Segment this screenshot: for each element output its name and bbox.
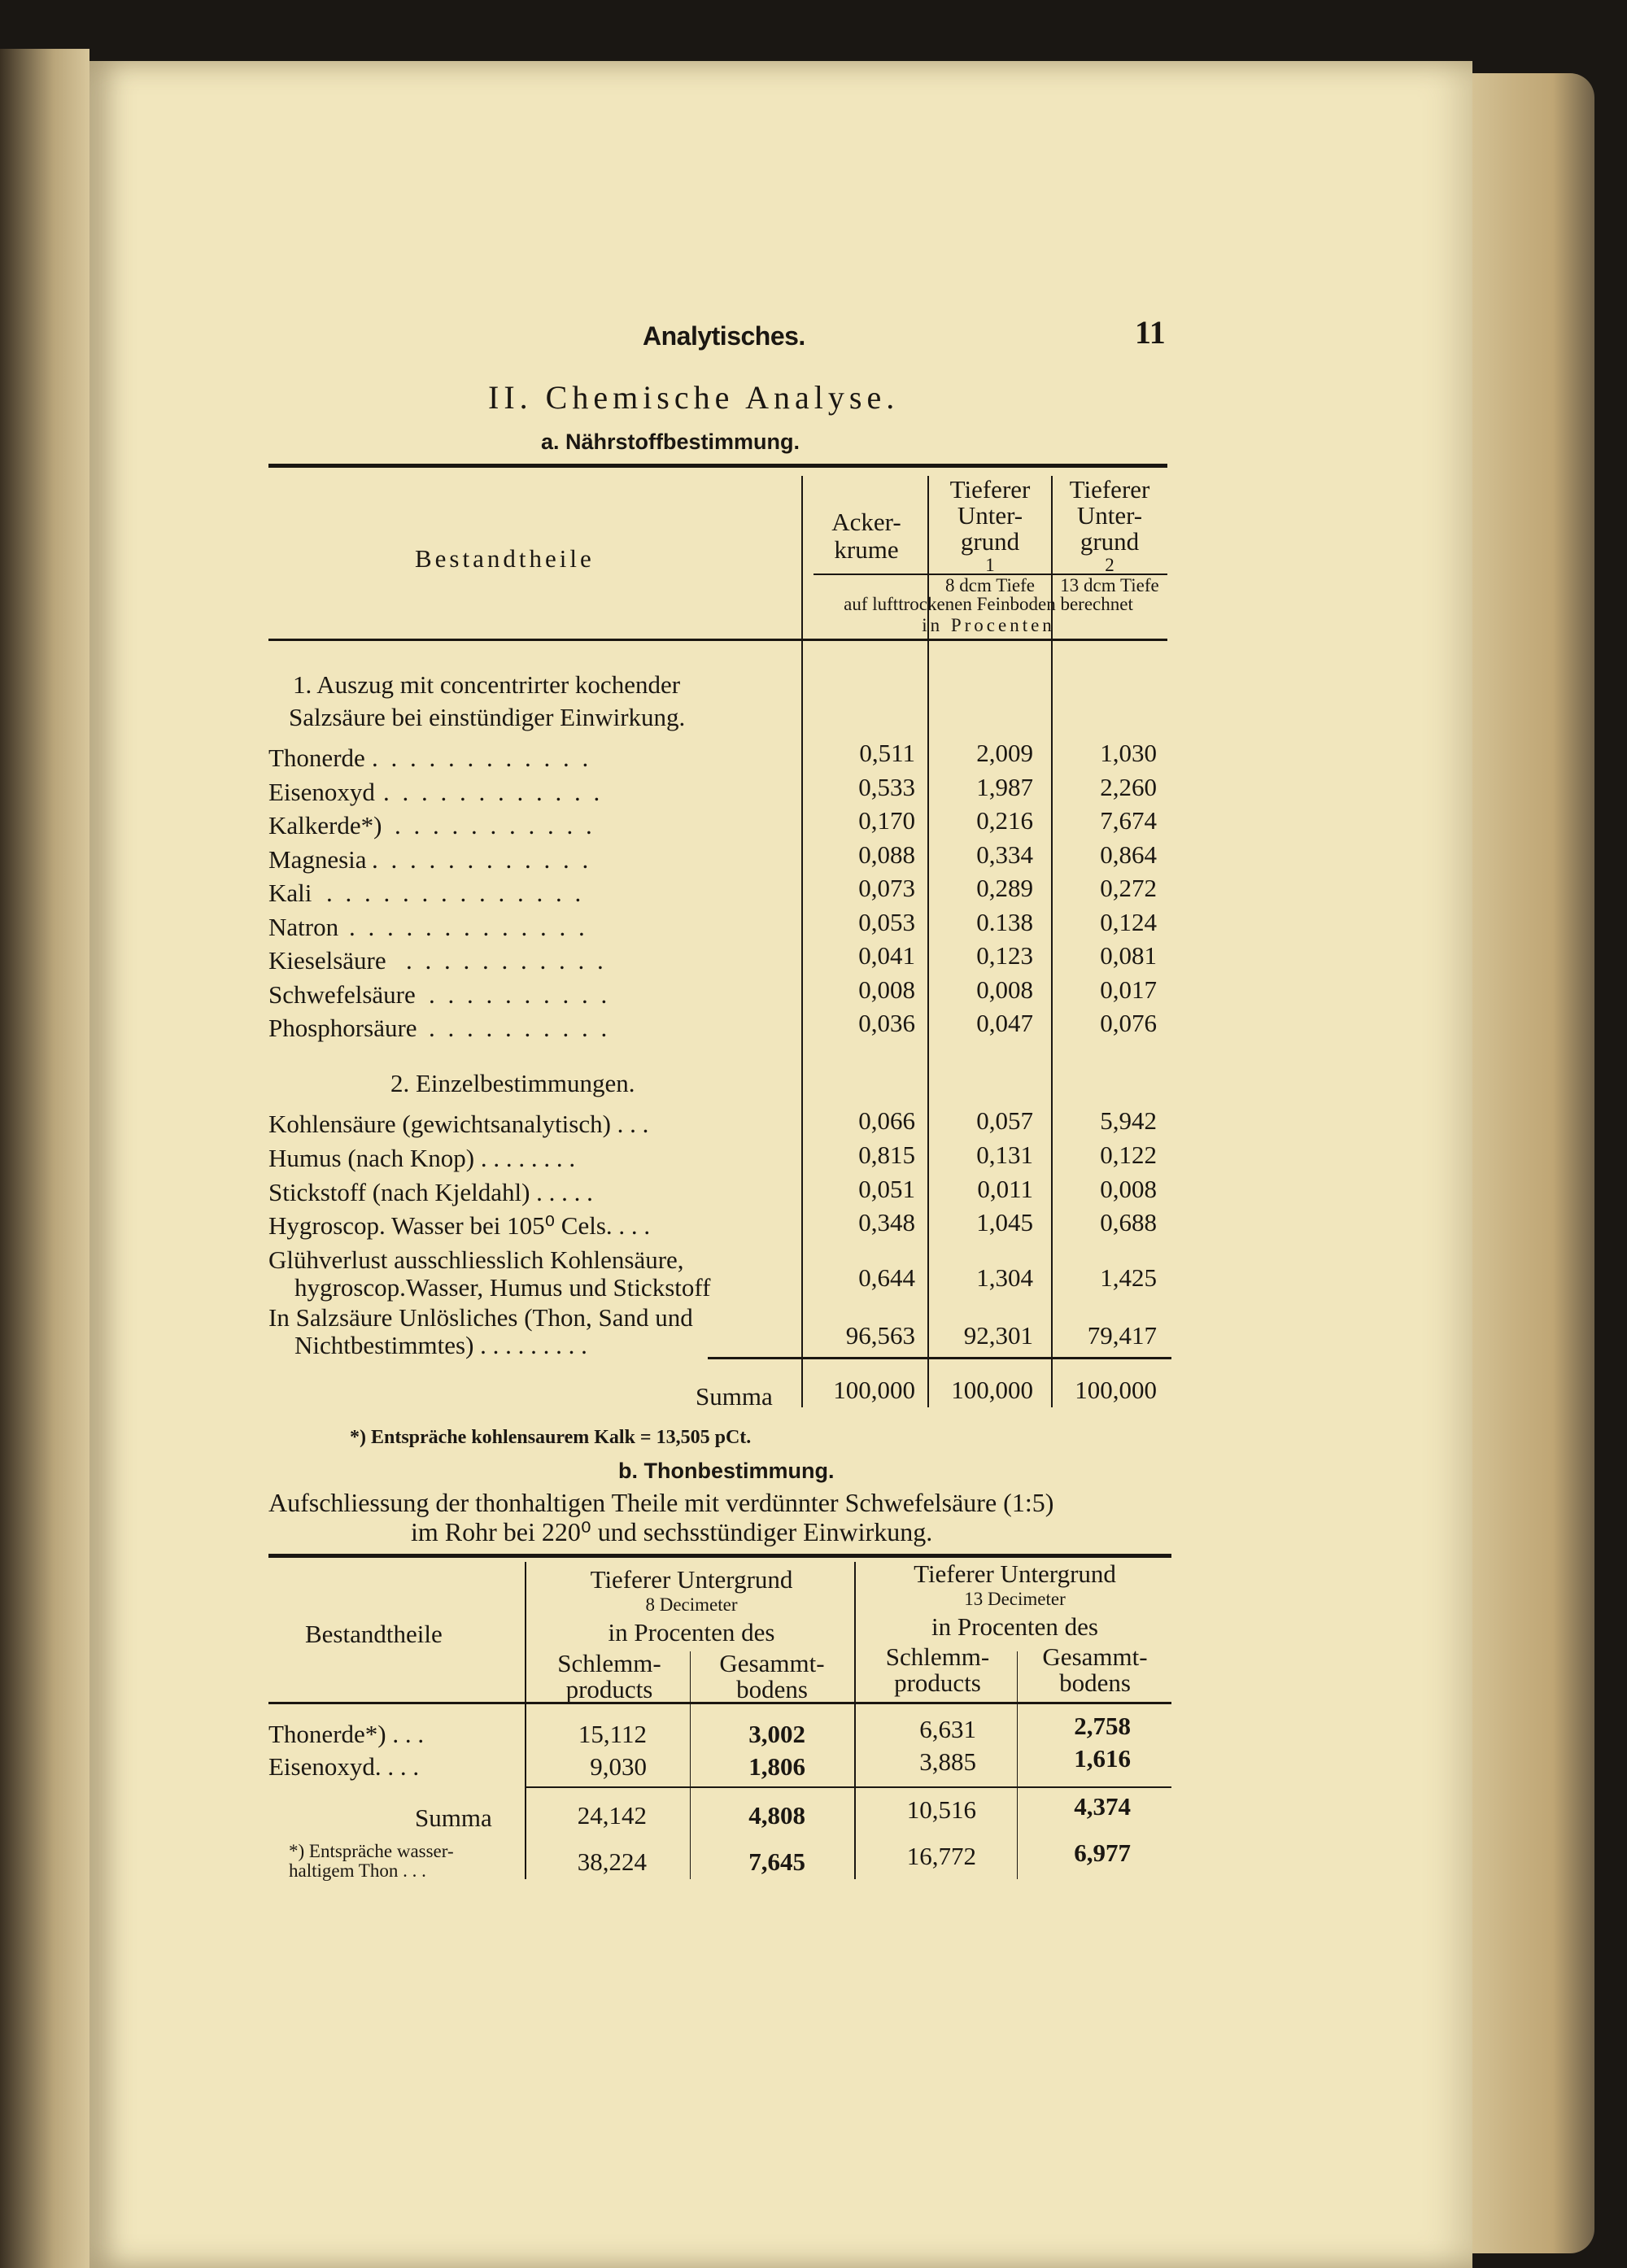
- foot-b-3: 16,772: [906, 1842, 976, 1870]
- value-tief1: 0,011: [977, 1175, 1033, 1203]
- value-tief1: 0,057: [976, 1106, 1033, 1135]
- row-dots: . . . . . . . . . .: [429, 1014, 611, 1042]
- value-tief2: 0,864: [1100, 840, 1157, 869]
- summa-b-1: 24,142: [577, 1801, 647, 1830]
- section-b-desc-1: Aufschliessung der thonhaltigen Theile mit verdünnter Schwefelsäure (1:5): [268, 1488, 1054, 1517]
- value-tief1: 0,008: [976, 975, 1033, 1004]
- foot-b-1: 38,224: [577, 1847, 647, 1876]
- value-tief1: 0,216: [976, 806, 1033, 835]
- value-tief2: 7,674: [1100, 806, 1157, 835]
- value-tief2: 0,081: [1100, 941, 1157, 970]
- chapter-title: II. Chemische Analyse.: [488, 379, 900, 416]
- value-ackerkrume: 0,066: [858, 1106, 915, 1135]
- scanned-book-page: Analytisches. 11 II. Chemische Analyse. a. Nährstoffbestimmung. Bestandtheile Acker- krume Tieferer Unter- grund 1 8 dcm Tiefe Tieferer Unter- grund 2 13 dcm Tiefe auf lufttrockenen Feinboden berechnet in Procenten 1. Auszug mit concentrirter kochender Salzsäure bei einstündiger Einwirkung. Thonerde . . . . . . . . . . . . 0,511 2,009 1,030 Eisenoxyd . . . . . . . . . . . . 0,533 1,987 2,260 Kalkerde*) . . . . . . . . . . . 0,170 0,216 7,674 Magnesia . . . . . . . . . . . . 0,088 0,334 0,864 Kali . . . . . . . . . . . . . . 0,073 0,289 0,272 Natron . . . . . . . . . . . . . 0,053 0.138 0,124 Kieselsäure . . . . . . . . . . . 0,041 0,123 0,081 Schwefelsäure . . . . . . . . . . 0,008 0,008 0,017 Phosphorsäure . . . . . . . . . . 0,036 0,047 0,076 2. Einzelbestimmungen. Kohlensäure (gewichtsanalytisch) . . . 0,066 0,057 5,942 Humus (nach Knop) . . . . . . . . 0,815 0,131 0,122 Stickstoff (nach Kjeldahl) . . . . . 0,051 0,011 0,008 Hygroscop. Wasser bei 105⁰ Cels. . . . 0,348 1,045 0,688 Glühverlust ausschliesslich Kohlensäure, hygroscop.Wasser, Humus und Stickstoff 0,644 1,304 1,425 In Salzsäure Unlösliches (Thon, Sand und Nichtbestimmtes) . . . . . . . . . 96,563 92,301 79,417 Summa 100,000 100,000 100,000 *) Entspräche kohlensaurem Kalk = 13,505 pCt. b. Thonbestimmung. Aufschliessung der thonhaltigen Theile mit verdünnter Schwefelsäure (1:5) im Rohr bei 220⁰ und sechsstündiger Einwirkung. Bestandtheile Tieferer Untergrund 8 Decimeter in Procenten des Schlemm- products Gesammt- bodens Tieferer Untergrund 13 Decimeter in Procenten des Schlemm- products Gesammt- bodens Thonerde*) . . . 15,112 3,002 6,631 2,758 Eisenoxyd. . . . 9,030 1,806 3,885 1,616 Summa 24,142 4,808 10,516 4,374 *) Entspräche wasser- haltigem Thon . . . 38,224 7,645 16,772 6,977: [0, 0, 1627, 2268]
- row-label: hygroscop.Wasser, Humus und Stickstoff: [294, 1273, 711, 1302]
- row-label: Kalkerde*): [268, 811, 382, 840]
- value-tief2: 0,124: [1100, 907, 1157, 936]
- summa-b-2: 4,808: [748, 1801, 805, 1830]
- summa-a-ackerkrume: 100,000: [833, 1376, 915, 1404]
- footnote-a: *) Entspräche kohlensaurem Kalk = 13,505 pCt.: [350, 1427, 752, 1448]
- row-label: Thonerde*) . . .: [268, 1720, 425, 1748]
- value-tief2: 0,272: [1100, 874, 1157, 902]
- row-label: Natron: [268, 912, 339, 941]
- value-tief2: 5,942: [1100, 1106, 1157, 1135]
- row-label: Kieselsäure: [268, 946, 386, 975]
- row-label: In Salzsäure Unlösliches (Thon, Sand und: [268, 1303, 693, 1332]
- section-b-desc-2: im Rohr bei 220⁰ und sechsstündiger Einwirkung.: [411, 1517, 933, 1546]
- col-b-bestandtheile: Bestandtheile: [305, 1620, 443, 1648]
- row-label: Phosphorsäure: [268, 1014, 417, 1042]
- row-label: Nichtbestimmtes) . . . . . . . . .: [294, 1331, 587, 1359]
- value-tief2: 1,425: [1100, 1263, 1157, 1292]
- row-label: Eisenoxyd. . . .: [268, 1752, 420, 1781]
- value-tief2: 0,122: [1100, 1141, 1157, 1169]
- row-label: Schwefelsäure: [268, 979, 416, 1009]
- value-ackerkrume: 0,511: [859, 739, 915, 767]
- value-ackerkrume: 96,563: [845, 1321, 915, 1350]
- summa-b-4: 4,374: [1074, 1792, 1131, 1821]
- value-ackerkrume: 0,036: [858, 1009, 915, 1037]
- row-label: Kali: [268, 879, 312, 907]
- note-procenten: in Procenten: [922, 615, 1055, 635]
- row-dots: . . . . . . . . . . . .: [383, 777, 604, 806]
- value-tief2: 79,417: [1087, 1321, 1157, 1350]
- row-dots: . . . . . . . . . . . . . .: [326, 879, 585, 907]
- page-number: 11: [1135, 314, 1166, 351]
- row-dots: . . . . . . . . . . . . .: [349, 912, 588, 941]
- foot-b-2: 7,645: [748, 1847, 805, 1876]
- row-label: Hygroscop. Wasser bei 105⁰ Cels. . . .: [268, 1211, 651, 1240]
- value-tief2: 0,688: [1100, 1208, 1157, 1236]
- row-dots: . . . . . . . . . . . .: [372, 844, 592, 874]
- note-lufttrocken: auf lufttrockenen Feinboden berechnet: [844, 594, 1133, 614]
- summa-a-label: Summa: [696, 1382, 773, 1411]
- value-tief1: 0.138: [976, 907, 1033, 936]
- col-bestandtheile: Bestandtheile: [415, 544, 595, 573]
- summa-a-tief2: 100,000: [1075, 1376, 1157, 1404]
- value-ackerkrume: 0,053: [858, 907, 915, 936]
- value-gesammt-13: 2,758: [1074, 1712, 1131, 1740]
- row-label: Humus (nach Knop) . . . . . . . .: [268, 1144, 576, 1172]
- value-tief1: 0,123: [976, 941, 1033, 970]
- value-tief1: 0,131: [976, 1141, 1033, 1169]
- group2-title: 2. Einzelbestimmungen.: [390, 1069, 635, 1097]
- value-schlemm-8: 9,030: [590, 1752, 647, 1781]
- row-label: Glühverlust ausschliesslich Kohlensäure,: [268, 1245, 684, 1274]
- left-page-edge: [0, 49, 89, 2268]
- value-tief1: 92,301: [963, 1321, 1033, 1350]
- row-label: Stickstoff (nach Kjeldahl) . . . . .: [268, 1178, 593, 1206]
- row-dots: . . . . . . . . . . . .: [372, 744, 592, 772]
- summa-a-tief1: 100,000: [951, 1376, 1033, 1404]
- value-tief2: 0,017: [1100, 975, 1157, 1004]
- value-ackerkrume: 0,815: [858, 1141, 915, 1169]
- row-dots: . . . . . . . . . . .: [395, 811, 595, 840]
- row-label: Eisenoxyd: [268, 777, 375, 806]
- summa-b-label: Summa: [415, 1803, 492, 1832]
- value-tief1: 0,334: [976, 840, 1033, 869]
- summa-b-3: 10,516: [906, 1795, 976, 1824]
- section-a-title: a. Nährstoffbestimmung.: [541, 430, 800, 454]
- value-ackerkrume: 0,644: [858, 1263, 915, 1292]
- value-gesammt-13: 1,616: [1074, 1744, 1131, 1773]
- value-ackerkrume: 0,041: [858, 941, 915, 970]
- row-label: Thonerde: [268, 744, 365, 772]
- section-b-title: b. Thonbestimmung.: [618, 1459, 835, 1483]
- value-schlemm-8: 15,112: [578, 1720, 647, 1748]
- value-tief1: 1,987: [976, 772, 1033, 801]
- value-tief1: 1,045: [976, 1208, 1033, 1236]
- value-gesammt-8: 3,002: [748, 1720, 805, 1748]
- value-gesammt-8: 1,806: [748, 1752, 805, 1781]
- foot-b-line1: *) Entspräche wasser-: [289, 1841, 454, 1861]
- value-tief1: 2,009: [976, 739, 1033, 767]
- value-ackerkrume: 0,088: [858, 840, 915, 869]
- value-ackerkrume: 0,170: [858, 806, 915, 835]
- row-dots: . . . . . . . . . .: [429, 979, 611, 1009]
- value-ackerkrume: 0,073: [858, 874, 915, 902]
- value-ackerkrume: 0,008: [858, 975, 915, 1004]
- value-tief2: 1,030: [1100, 739, 1157, 767]
- foot-b-line2: haltigem Thon . . .: [289, 1860, 426, 1881]
- value-schlemm-13: 6,631: [919, 1715, 976, 1743]
- value-tief2: 2,260: [1100, 772, 1157, 801]
- right-page-edges: [1456, 73, 1594, 2253]
- value-tief2: 0,076: [1100, 1009, 1157, 1037]
- row-dots: . . . . . . . . . . .: [406, 946, 607, 975]
- value-ackerkrume: 0,051: [858, 1175, 915, 1203]
- foot-b-4: 6,977: [1074, 1838, 1131, 1867]
- group1-line1: 1. Auszug mit concentrirter kochender: [293, 670, 681, 699]
- running-head: Analytisches.: [643, 321, 805, 351]
- group1-line2: Salzsäure bei einstündiger Einwirkung.: [289, 703, 686, 731]
- row-label: Kohlensäure (gewichtsanalytisch) . . .: [268, 1110, 649, 1138]
- value-tief2: 0,008: [1100, 1175, 1157, 1203]
- value-tief1: 0,047: [976, 1009, 1033, 1037]
- value-schlemm-13: 3,885: [919, 1747, 976, 1776]
- row-label: Magnesia: [268, 844, 367, 874]
- value-ackerkrume: 0,348: [858, 1208, 915, 1236]
- value-tief1: 1,304: [976, 1263, 1033, 1292]
- value-ackerkrume: 0,533: [858, 772, 915, 801]
- value-tief1: 0,289: [976, 874, 1033, 902]
